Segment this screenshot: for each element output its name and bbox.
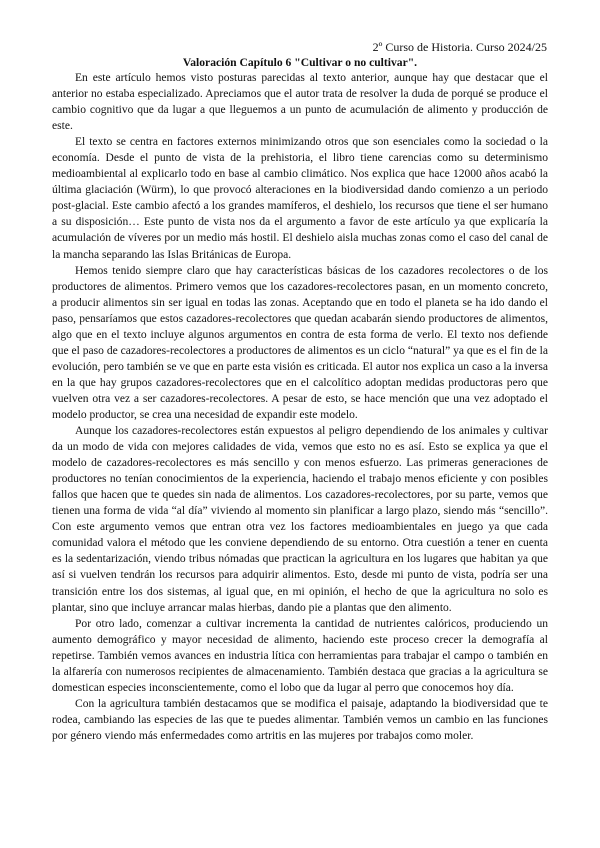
- paragraph-5: Por otro lado, comenzar a cultivar incrementa la cantidad de nutrientes calóricos, produciendo un aumento demográfico y mayor necesidad de alimento, haciendo este proceso crecer la demografía al repetirse. También vemos avances en industria lítica con herramientas para trabajar el campo o también en la alfarería con numerosos recipientes de almacenamiento. También destaca que gracias a la agricultura se domestican especies inconscientemente, como el lobo que da lugar al perro que conocemos hoy día.: [52, 617, 548, 694]
- paragraph-1: En este artículo hemos visto posturas parecidas al texto anterior, aunque hay que destacar que el anterior no estaba especializado. Apreciamos que el autor trata de resolver la duda de porqué se produce el cambio cognitivo que da lugar a que lleguemos a un punto de acumulación de alimento y producción de este.: [52, 72, 548, 133]
- paragraph-6: Con la agricultura también destacamos que se modifica el paisaje, adaptando la biodiversidad que te rodea, cambiando las especies de las que te puedes alimentar. También vemos un cambio en las funciones por género viendo más enfermedades como artritis en las mujeres por trabajos como moler.: [52, 697, 548, 742]
- document-title: Valoración Capítulo 6 "Cultivar o no cultivar".: [182, 56, 418, 69]
- course-header: 2º Curso de Historia. Curso 2024/25: [372, 40, 547, 54]
- paragraph-3: Hemos tenido siempre claro que hay características básicas de los cazadores recolectores o de los productores de alimentos. Primero vemos que los cazadores-recolectores pasan, en un momento concreto, a producir alimentos sin ser igual en todas las zonas. Aceptando que en todo el planeta se ha ido dando el paso, pensaríamos que estos cazadores-recolectores que quedan acabarán siendo productores de alimentos, algo que en el texto incluye algunos argumentos en contra de esta forma de verlo. El texto nos defiende que el paso de cazadores-recolectores a productores de alimentos es un ciclo “natural” ya que es el fin de la evolución, pero también se ve que en parte esta visión es criticada. El autor nos explica un caso a la inversa en la que hay grupos cazadores-recolectores que en el calcolítico adoptan medidas productoras pero que vuelven otra vez a ser cazadores-recolectores. A pesar de esto, se hace mención que una vez adoptado el modelo productor, se crea una necesidad de expandir este modelo.: [52, 264, 548, 421]
- paragraph-2: El texto se centra en factores externos minimizando otros que son esenciales como la sociedad o la economía. Desde el punto de vista de la prehistoria, el libro tiene carencias como su determinismo medioambiental al explicarlo todo en base al cambio climático. Nos explica que hace 12000 años acabó la última glaciación (Würm), lo que provocó alteraciones en la biodiversidad dando comienzo a un periodo post-glacial. Este cambio afectó a los grandes mamíferos, el deshielo, los recursos que tiene el ser humano a su disposición… Este punto de vista nos da el argumento a favor de este artículo ya que explicaría la acumulación de víveres por un medio más hostil. El deshielo aisla muchas zonas como el caso del canal de la mancha separando las Islas Británicas de Europa.: [52, 136, 548, 261]
- paragraph-4: Aunque los cazadores-recolectores están expuestos al peligro dependiendo de los animales y cultivar da un modo de vida con mejores calidades de vida, vemos que esto no es así. Esto se explica ya que el modelo de cazadores-recolectores es más sencillo y con menos esfuerzo. Las primeras generaciones de productores no tenían conocimientos de la experiencia, haciendo el trabajo menos eficiente y con posibles fallos que hacen que te quedes sin nada de alimentos. Los cazadores-recolectores, por su parte, vemos que tienen una forma de vida “al día” viviendo al momento sin planificar a largo plazo, siendo más “sencillo”. Con este argumento vemos que entran otra vez los factores medioambientales en juego ya que cada comunidad valora el método que les conviene dependiendo de su entorno. Otra cuestión a tener en cuenta es la sedentarización, viendo tribus nómadas que practican la agricultura en los lugares que habitan ya que así si vuelven tendrán los recursos para adquirir alimentos. Esto, desde mi punto de vista, podría ser una transición entre los dos sistemas, al igual que, en mi opinión, el hecho de que la agricultura no solo es plantar, sino que incluye arrancar malas hierbas, dando pie a plantas que den alimento.: [52, 425, 548, 614]
